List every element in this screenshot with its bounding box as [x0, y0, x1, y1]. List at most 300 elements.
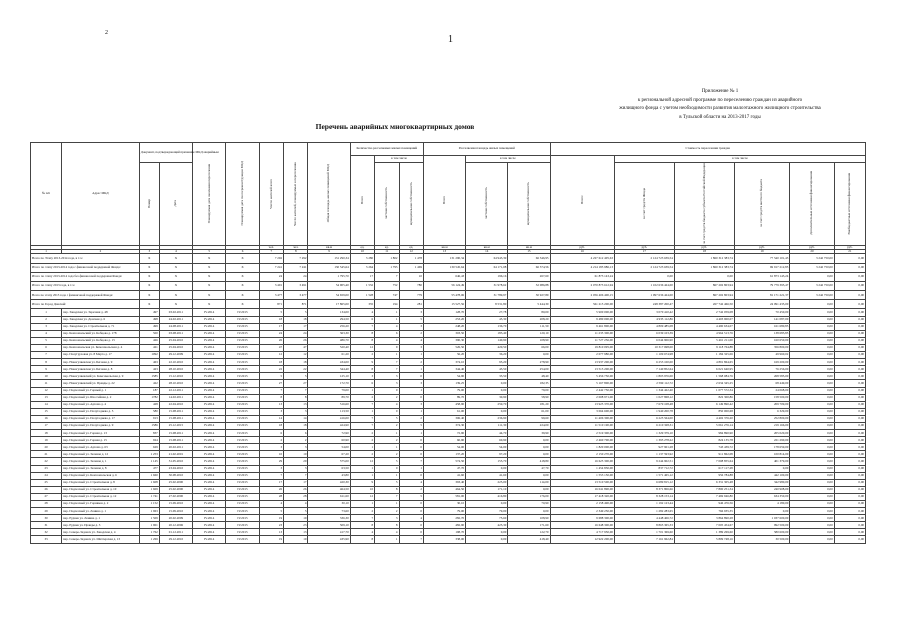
appendix-line: в Тульской области на 2013-2017 годы [679, 114, 761, 120]
table-cell: 0,00 [790, 323, 834, 330]
summary-cell: 0,00 [834, 254, 865, 263]
table-cell: 25.04.2010 [159, 337, 192, 344]
table-cell: 0,00 [508, 508, 550, 515]
table-cell: 54,00 [308, 444, 350, 451]
table-cell: 0,00 [834, 422, 865, 429]
table-cell: 12 [350, 458, 374, 465]
table-cell: 33 [31, 536, 62, 543]
table-cell: 1585 [139, 373, 159, 380]
table-cell: 2 [350, 451, 374, 458]
table-cell: 6 [350, 316, 374, 323]
table-cell: IV.2014 [193, 309, 226, 316]
table-cell: 2 [259, 437, 283, 444]
table-cell: 824 135,78 [674, 437, 734, 444]
table-cell: 14 [31, 401, 62, 408]
table-cell: 418,40 [508, 536, 550, 543]
table-cell: 2 [350, 430, 374, 437]
table-cell: 11 727 256,00 [550, 337, 614, 344]
table-cell: 11 510 190,00 [550, 422, 614, 429]
table-cell: 0,00 [790, 508, 834, 515]
table-cell: 0,00 [790, 309, 834, 316]
table-cell: 5 [284, 309, 308, 316]
address-cell: пер. Комсомольская ул. Комсомольская д. 4 [62, 344, 140, 351]
table-cell: 822 300,86 [674, 394, 734, 401]
table-cell: 6 [350, 380, 374, 387]
table-cell: 67,20 [308, 451, 350, 458]
table-cell: 72,90 [308, 430, 350, 437]
table-row [31, 430, 866, 437]
table-cell: 0,00 [834, 309, 865, 316]
summary-cell: X [139, 254, 159, 263]
column-number-cell: 4 [159, 250, 192, 254]
address-cell: пер. Подлесный ул. Строительная д. 12 [62, 493, 140, 500]
table-body [31, 254, 866, 543]
table-cell: 19 [259, 515, 283, 522]
table-cell: 5 809 748,16 [674, 536, 734, 543]
table-cell: 29 [259, 458, 283, 465]
table-cell: IV.2015 [226, 493, 259, 500]
summary-cell: 61 873 143,24 [734, 272, 790, 281]
table-cell: 16 041 890,00 [550, 486, 614, 493]
table-cell: IV.2015 [226, 344, 259, 351]
summary-row [31, 254, 866, 263]
table-cell: 0,00 [834, 316, 865, 323]
summary-cell: 1 469 [399, 263, 423, 272]
table-cell: 60,90 [423, 437, 465, 444]
table-cell: 4 [375, 401, 399, 408]
table-cell: 25.02.2000 [159, 486, 192, 493]
table-cell: 401 379,00 [734, 458, 790, 465]
table-cell: 4 964 513,76 [674, 330, 734, 337]
unit-cell: руб. [614, 245, 674, 249]
table-cell: 5 [399, 493, 423, 500]
table-cell: 13 [284, 529, 308, 536]
unit-cell: чел. [284, 245, 308, 249]
table-cell: 1 [399, 430, 423, 437]
table-cell: 1 571 465,12 [614, 472, 674, 479]
summary-cell: 0,00 [614, 272, 674, 281]
table-cell: 22 [259, 366, 283, 373]
table-cell: 26 [284, 486, 308, 493]
table-cell: 0,00 [834, 337, 865, 344]
table-cell: 1 [375, 309, 399, 316]
table-cell: 0,00 [834, 330, 865, 337]
column-number-cell: 15 [508, 250, 550, 254]
table-cell: 4 448 406,72 [614, 515, 674, 522]
table-cell: 19 [284, 536, 308, 543]
address-cell: пер. Заводская ул. Заречная д. 48 [62, 309, 140, 316]
table-cell: 580 [139, 408, 159, 415]
table-cell: 336,30 [308, 515, 350, 522]
table-cell: IV.2015 [226, 352, 259, 359]
table-cell: 13 [284, 401, 308, 408]
table-cell: 0,00 [834, 352, 865, 359]
table-cell: 113,50 [308, 408, 350, 415]
summary-cell: X [193, 254, 226, 263]
summary-cell: 3 242 750,00 [790, 291, 834, 300]
table-cell: 0,00 [834, 472, 865, 479]
table-cell: 5 461 211,00 [674, 337, 734, 344]
table-cell: 7 [350, 323, 374, 330]
table-cell: 6 149 890,42 [674, 401, 734, 408]
table-cell: 3 [350, 373, 374, 380]
summary-cell: X [193, 272, 226, 281]
table-cell: 2 442 750,00 [550, 387, 614, 394]
table-cell: 0,00 [790, 415, 834, 422]
table-cell: 20.02.2011 [159, 444, 192, 451]
table-cell: 1 609 [139, 486, 159, 493]
table-cell: 45,30 [466, 316, 508, 323]
table-cell: 30.08.2010 [159, 472, 192, 479]
table-cell: 3 [259, 408, 283, 415]
table-cell: 0 [399, 522, 423, 529]
table-cell: 6 [259, 430, 283, 437]
table-cell: IV.2014 [193, 408, 226, 415]
summary-cell: 3 264 [350, 263, 374, 272]
summary-cell: 55 478,06 [423, 291, 465, 300]
table-cell: 9 244 902,51 [614, 458, 674, 465]
table-row [31, 316, 866, 323]
address-cell: пер. Новогуляевская ул. Беговая д. 9 [62, 359, 140, 366]
summary-cell: 10 [399, 272, 423, 281]
table-cell: 11 235 300,00 [550, 330, 614, 337]
table-cell: 2 [350, 394, 374, 401]
table-cell: 1 027 868,12 [614, 394, 674, 401]
table-cell: IV.2015 [226, 394, 259, 401]
table-cell: 140,90 [466, 337, 508, 344]
table-cell: 0,00 [466, 501, 508, 508]
table-cell: 79,00 [466, 508, 508, 515]
table-cell: 356 800,00 [734, 344, 790, 351]
summary-cell: 196,16 [466, 272, 508, 281]
table-cell: 5 [375, 415, 399, 422]
table-cell: 11 [31, 380, 62, 387]
table-cell: 24 [259, 330, 283, 337]
table-cell: 155,70 [466, 458, 508, 465]
summary-cell: 2 124 723 639,54 [614, 263, 674, 272]
table-cell: IV.2015 [226, 472, 259, 479]
table-cell: 0,00 [790, 529, 834, 536]
table-cell: 27 [284, 380, 308, 387]
cost-fund-header: за счет средств Фонда [614, 163, 674, 246]
summary-cell: 0,00 [834, 272, 865, 281]
summary-cell: 66 374,56 [508, 263, 550, 272]
table-cell: 138 683,85 [734, 330, 790, 337]
table-cell: 2 008 971,00 [550, 394, 614, 401]
table-cell: 1 269 [139, 536, 159, 543]
table-cell: 0 [399, 444, 423, 451]
summary-cell: 5 444,30 [508, 300, 550, 309]
table-cell: 0,00 [834, 323, 865, 330]
table-row [31, 415, 866, 422]
table-cell: 28.10.2010 [159, 366, 192, 373]
table-cell: 850 000,68 [674, 408, 734, 415]
table-cell: 1 568 084,76 [674, 373, 734, 380]
table-cell: 5 167 800,00 [550, 380, 614, 387]
table-cell: 27 [31, 493, 62, 500]
table-row [31, 408, 866, 415]
table-cell: 4 403 900,07 [674, 316, 734, 323]
table-cell: 374,30 [423, 422, 465, 429]
table-cell: 423 [139, 366, 159, 373]
column-number-cell: 21 [834, 250, 865, 254]
table-cell: 128,70 [423, 309, 465, 316]
table-cell: 2 742 059,08 [674, 309, 734, 316]
table-cell: 477 [139, 465, 159, 472]
table-cell: 5 456 750,00 [550, 373, 614, 380]
summary-cell: 1 795 [375, 263, 399, 272]
table-cell: 0,00 [734, 465, 790, 472]
table-cell: 41,60 [423, 472, 465, 479]
table-cell: 9 688 300,00 [550, 515, 614, 522]
table-cell: 497 [139, 309, 159, 316]
table-cell: 1 253 [139, 451, 159, 458]
table-cell: 575,00 [308, 458, 350, 465]
table-cell: 0,00 [834, 458, 865, 465]
table-cell: 4 [375, 529, 399, 536]
column-number-cell: 2 [62, 250, 140, 254]
table-cell: 8 [350, 337, 374, 344]
table-cell: 4 [284, 501, 308, 508]
table-cell: 125,10 [308, 373, 350, 380]
table-cell: 158 500,00 [734, 394, 790, 401]
address-cell: пер. Руднев ул. Правды д. 3 [62, 522, 140, 529]
table-cell: IV.2015 [226, 501, 259, 508]
column-number-cell: 7 [259, 250, 283, 254]
table-cell: 0,00 [834, 465, 865, 472]
table-cell: 44,70 [466, 430, 508, 437]
table-cell: 9 [350, 479, 374, 486]
table-cell: 0,00 [508, 451, 550, 458]
column-number-cell: 11 [375, 250, 399, 254]
table-cell: IV.2014 [193, 330, 226, 337]
table-cell: 03.08.2011 [159, 330, 192, 337]
table-cell: 1 [399, 408, 423, 415]
table-cell: 4 [31, 330, 62, 337]
table-cell: 22 [284, 366, 308, 373]
table-cell: 21.02.2001 [159, 451, 192, 458]
table-cell: 435,90 [308, 536, 350, 543]
table-cell: 70 450,00 [734, 309, 790, 316]
table-cell: 7 [375, 493, 399, 500]
count-total-header: Всего [350, 156, 374, 246]
table-cell: 0,00 [834, 522, 865, 529]
summary-cell: 24 091 435,00 [734, 300, 790, 309]
column-number-cell: 8 [284, 250, 308, 254]
summary-cell: 1 528 [350, 291, 374, 300]
table-cell: 5 [31, 337, 62, 344]
table-cell: 486,70 [308, 337, 350, 344]
table-row [31, 501, 866, 508]
address-cell: пер. Подлесный ул. Горный д. 1 [62, 387, 140, 394]
table-cell: IV.2015 [226, 422, 259, 429]
table-cell: 1 077 572,34 [674, 387, 734, 394]
table-cell: IV.2014 [193, 387, 226, 394]
address-cell: пер. Подлесный ул. Горная д. 13 [62, 430, 140, 437]
table-cell: IV.2015 [226, 380, 259, 387]
table-cell: 61,20 [308, 352, 350, 359]
column-number-cell: 20 [790, 250, 834, 254]
summary-row [31, 291, 866, 300]
summary-cell: 4 227 612 405,63 [550, 254, 614, 263]
table-cell: 2 [284, 437, 308, 444]
table-cell: 18 [31, 430, 62, 437]
table-row [31, 352, 866, 359]
table-cell: 1 [350, 408, 374, 415]
table-cell: 1 [350, 444, 374, 451]
table-cell: 17 [284, 323, 308, 330]
table-cell: 1 963 [139, 508, 159, 515]
table-cell: 0,00 [834, 529, 865, 536]
table-cell: 9 [375, 344, 399, 351]
table-cell: 4 [350, 309, 374, 316]
table-cell: 2 150 270,00 [550, 451, 614, 458]
table-cell: 7 [284, 387, 308, 394]
table-cell: IV.2014 [193, 479, 226, 486]
table-cell: 7 [350, 401, 374, 408]
table-cell: 2 [399, 415, 423, 422]
table-cell: 27 [259, 380, 283, 387]
table-cell: 209 709,00 [734, 401, 790, 408]
table-cell: 122,70 [508, 529, 550, 536]
col-people-header: Число жителей всего [259, 143, 283, 246]
table-cell: 23.04.2010 [159, 465, 192, 472]
table-cell: 4 402 376,20 [674, 415, 734, 422]
table-cell: 0,00 [466, 380, 508, 387]
table-cell: 89,70 [423, 394, 465, 401]
table-cell: 837 [139, 430, 159, 437]
summary-cell: 1 860 312 383,74 [674, 254, 734, 263]
summary-cell: 3 242 750,00 [790, 281, 834, 290]
summary-cell: X [193, 263, 226, 272]
table-cell: 3 [399, 401, 423, 408]
summary-cell: X [226, 281, 259, 290]
table-cell: 0,00 [834, 380, 865, 387]
summary-cell: 7 [375, 272, 399, 281]
table-cell: 13 [31, 394, 62, 401]
table-cell: 15.08.2011 [159, 415, 192, 422]
table-cell: 19 [259, 536, 283, 543]
table-cell: 3 [284, 465, 308, 472]
table-cell: 9 [31, 366, 62, 373]
table-cell: 79,00 [423, 387, 465, 394]
address-cell: пер. Комсомольский ул. Кобцова д. 15 [62, 337, 140, 344]
table-row [31, 508, 866, 515]
table-cell: 18 [259, 359, 283, 366]
table-cell: 2 460 700,00 [550, 437, 614, 444]
table-cell: 6 225 564,00 [614, 415, 674, 422]
summary-cell: 7 241 [284, 263, 308, 272]
summary-cell: 267 742 466,50 [674, 300, 734, 309]
address-cell: пер. Заводская ул. Донская д. 6 [62, 316, 140, 323]
summary-cell: 779 [399, 291, 423, 300]
table-cell: IV.2014 [193, 486, 226, 493]
table-cell: IV.2014 [193, 493, 226, 500]
table-cell: 256,20 [308, 323, 350, 330]
table-row [31, 515, 866, 522]
table-cell: 0,00 [734, 508, 790, 515]
address-cell: пер. Подлесный ул. Артема д. 4 [62, 401, 140, 408]
table-cell: IV.2014 [193, 508, 226, 515]
table-cell: 15.12.2010 [159, 373, 192, 380]
table-cell: 1 [375, 472, 399, 479]
summary-cell: 194 [375, 300, 399, 309]
unit-cell: руб. [674, 245, 734, 249]
table-cell: 1 [350, 501, 374, 508]
table-row [31, 479, 866, 486]
table-cell: 363,30 [308, 330, 350, 337]
unit-cell: чел. [259, 245, 283, 249]
table-cell: IV.2015 [226, 444, 259, 451]
table-cell: IV.2015 [226, 359, 259, 366]
table-cell: 0 [399, 472, 423, 479]
summary-cell: 7 292 [284, 254, 308, 263]
summary-cell: 7 292 [259, 254, 283, 263]
table-cell: 526,50 [423, 344, 465, 351]
table-cell: 442 100,00 [734, 472, 790, 479]
summary-row [31, 281, 866, 290]
summary-cell: 248 387 200,47 [614, 300, 674, 309]
table-cell: 3 [399, 380, 423, 387]
table-cell: 6 039 103,39 [614, 330, 674, 337]
table-cell: 3 [31, 323, 62, 330]
table-cell: 2 [350, 437, 374, 444]
table-cell: 47 [259, 344, 283, 351]
address-cell: пер. Новогуляевская ул. Беговая д. 8 [62, 366, 140, 373]
table-cell: 29.12.2009 [159, 352, 192, 359]
table-cell: 1 [31, 309, 62, 316]
summary-cell: 81 171 221,37 [734, 291, 790, 300]
table-cell: IV.2015 [226, 451, 259, 458]
table-cell: 3 [259, 444, 283, 451]
table-cell: 171,60 [508, 522, 550, 529]
table-cell: 0,00 [834, 408, 865, 415]
table-cell: 18 [284, 316, 308, 323]
table-cell: 66,00 [508, 344, 550, 351]
summary-cell: 32 086,88 [508, 281, 550, 290]
unit-cell: руб. [550, 245, 614, 249]
summary-label: Итого по этапу 2013 года, в т.ч.: [31, 281, 140, 290]
table-cell: 26 [284, 337, 308, 344]
summary-row [31, 263, 866, 272]
column-number-cell: 19 [734, 250, 790, 254]
summary-cell: 561 215 200,00 [550, 300, 614, 309]
table-cell: 1 [350, 465, 374, 472]
col-doc-date-header: Дата [159, 163, 192, 246]
table-cell: 18 [259, 316, 283, 323]
summary-cell: X [159, 272, 192, 281]
table-cell: 25.04.2010 [159, 344, 192, 351]
summary-cell: 0,00 [790, 272, 834, 281]
table-cell: 3 [399, 309, 423, 316]
table-cell: 23 [284, 522, 308, 529]
table-cell: IV.2015 [226, 330, 259, 337]
table-cell: 219 166,00 [734, 422, 790, 429]
address-cell: пер. Подлесный ул. Артема д. 63 [62, 444, 140, 451]
summary-cell: X [139, 281, 159, 290]
table-cell: 111,30 [466, 422, 508, 429]
column-number-cell: 12 [399, 250, 423, 254]
area-private-header: частная собственность [466, 163, 508, 246]
table-cell: 617 117,28 [674, 465, 734, 472]
summary-cell: 867 202 803,94 [674, 281, 734, 290]
cost-region-header: за счет средств бюджета субъекта Российской Федерации [674, 163, 734, 246]
table-cell: 8 [375, 486, 399, 493]
table-cell: 108,90 [508, 515, 550, 522]
page-title: Перечень аварийных многоквартирных домов [315, 122, 475, 131]
unit-cell: руб. [734, 245, 790, 249]
table-cell: 393,40 [423, 479, 465, 486]
